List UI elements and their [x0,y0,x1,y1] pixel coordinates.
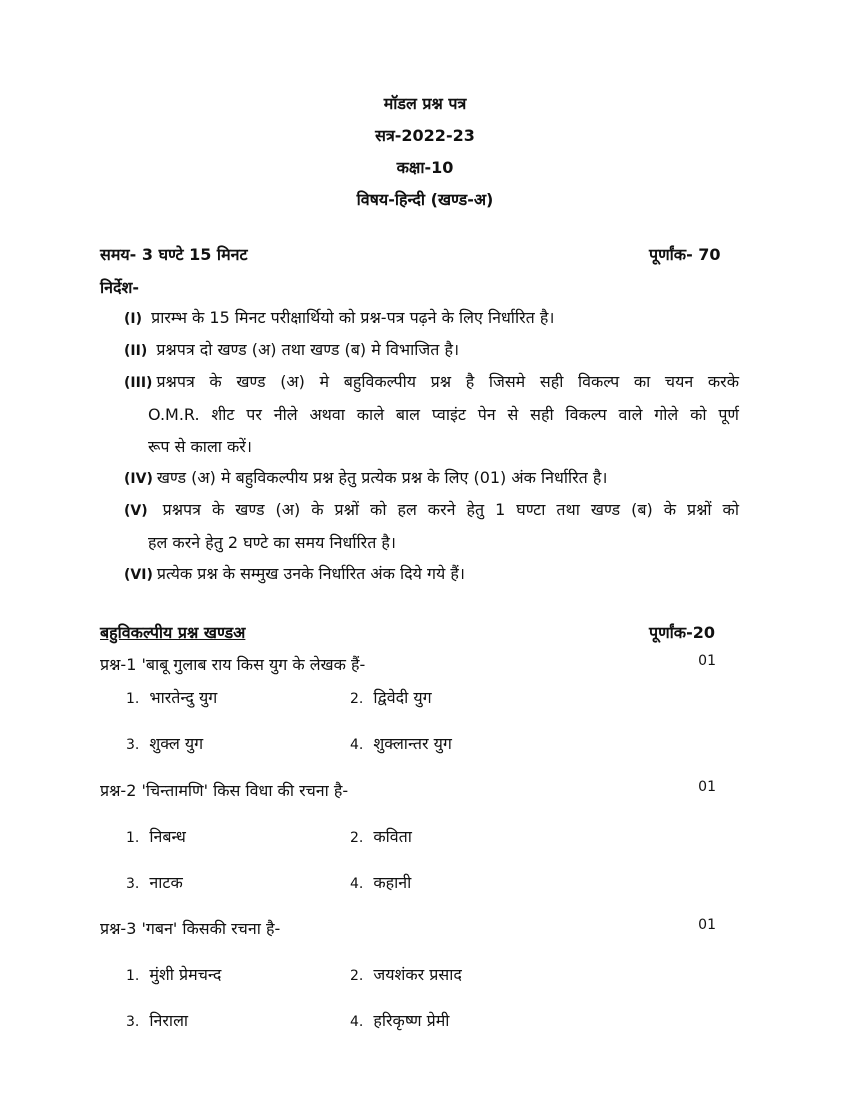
option-3: 3. निराला [126,1011,189,1030]
option-2: 2. कविता [350,827,412,846]
question-1 [100,653,716,675]
instruction-text: प्रारम्भ के 15 मिनट परीक्षार्थियो को प्रश्न-पत्र पढ़ने के लिए निर्धारित है। [151,308,555,327]
instruction-number: (III) [124,375,153,391]
paper-title: मॉडल प्रश्न पत्र [383,94,467,113]
instruction-text: खण्ड (अ) मे बहुविकल्पीय प्रश्न हेतु प्रत्येक प्रश्न के लिए (01) अंक निर्धारित है। [156,468,608,487]
option-text: भारतेन्दु युग [149,688,218,707]
option-text: निराला [149,1011,189,1030]
option-text: कविता [373,827,412,846]
option-1: 1. मुंशी प्रेमचन्द [126,965,222,984]
option-1: 1. निबन्ध [126,827,186,846]
instruction-text: O.M.R. शीट पर नीले अथवा काले बाल प्वाइंट पेन से सही विकल्प वाले गोले को पूर्ण [148,405,739,424]
instruction-6 [124,558,739,591]
option-1: 1. भारतेन्दु युग [126,688,218,707]
instruction-text: प्रश्नपत्र दो खण्ड (अ) तथा खण्ड (ब) मे विभाजित है। [156,340,460,359]
option-text: हरिकृष्ण प्रेमी [373,1011,450,1030]
max-marks-label: पूर्णांक- 70 [649,245,721,264]
option-2: 2. द्विवेदी युग [350,688,432,707]
option-4: 4. हरिकृष्ण प्रेमी [350,1011,450,1030]
instruction-number: (V) [124,503,148,519]
option-3: 3. नाटक [126,873,183,892]
option-text: जयशंकर प्रसाद [373,965,462,984]
option-4: 4. कहानी [350,873,412,892]
subject-label: विषय-हिन्दी (खण्ड-अ) [356,190,494,209]
option-text: शुक्लान्तर युग [373,734,452,753]
time-label: समय- 3 घण्टे 15 मिनट [100,245,248,264]
question-3 [100,917,716,939]
instruction-text: प्रश्नपत्र के खण्ड (अ) मे बहुविकल्पीय प्रश्न है जिसमे सही विकल्प का चयन करके [156,372,739,391]
question-text: प्रश्न-1 'बाबू गुलाब राय किस युग के लेखक हैं- [100,655,366,674]
instruction-number: (II) [124,343,148,359]
section-title: बहुविकल्पीय प्रश्न खण्डअ [100,623,246,642]
instruction-1 [124,302,739,335]
option-text: मुंशी प्रेमचन्द [149,965,222,984]
instruction-2 [124,334,739,367]
instruction-3 [124,366,739,463]
instructions-heading: निर्देश- [100,278,140,297]
instruction-number: (VI) [124,567,153,583]
question-marks: 01 [698,779,716,795]
instruction-text: प्रत्येक प्रश्न के सम्मुख उनके निर्धारित अंक दिये गये हैं। [156,564,465,583]
option-2: 2. जयशंकर प्रसाद [350,965,462,984]
session-label: सत्र-2022-23 [375,126,475,145]
instruction-number: (I) [124,311,143,327]
option-3: 3. शुक्ल युग [126,734,204,753]
option-text: द्विवेदी युग [373,688,432,707]
instruction-5 [124,494,739,559]
question-2 [100,779,716,801]
instruction-text: रूप से काला करें। [148,437,252,456]
instruction-number: (IV) [124,471,153,487]
question-marks: 01 [698,917,716,933]
option-text: निबन्ध [149,827,186,846]
instruction-4 [124,462,739,495]
class-label: कक्षा-10 [396,158,454,177]
instruction-text: हल करने हेतु 2 घण्टे का समय निर्धारित है। [148,533,396,552]
option-text: शुक्ल युग [149,734,204,753]
option-text: कहानी [373,873,412,892]
question-marks: 01 [698,653,716,669]
section-marks: पूर्णांक-20 [649,623,715,642]
option-text: नाटक [149,873,183,892]
question-text: प्रश्न-2 'चिन्तामणि' किस विधा की रचना है- [100,781,349,800]
question-text: प्रश्न-3 'गबन' किसकी रचना है- [100,919,281,938]
instruction-text: प्रश्नपत्र के खण्ड (अ) के प्रश्नों को हल करने हेतु 1 घण्टा तथा खण्ड (ब) के प्रश्नों को [162,500,739,519]
option-4: 4. शुक्लान्तर युग [350,734,452,753]
